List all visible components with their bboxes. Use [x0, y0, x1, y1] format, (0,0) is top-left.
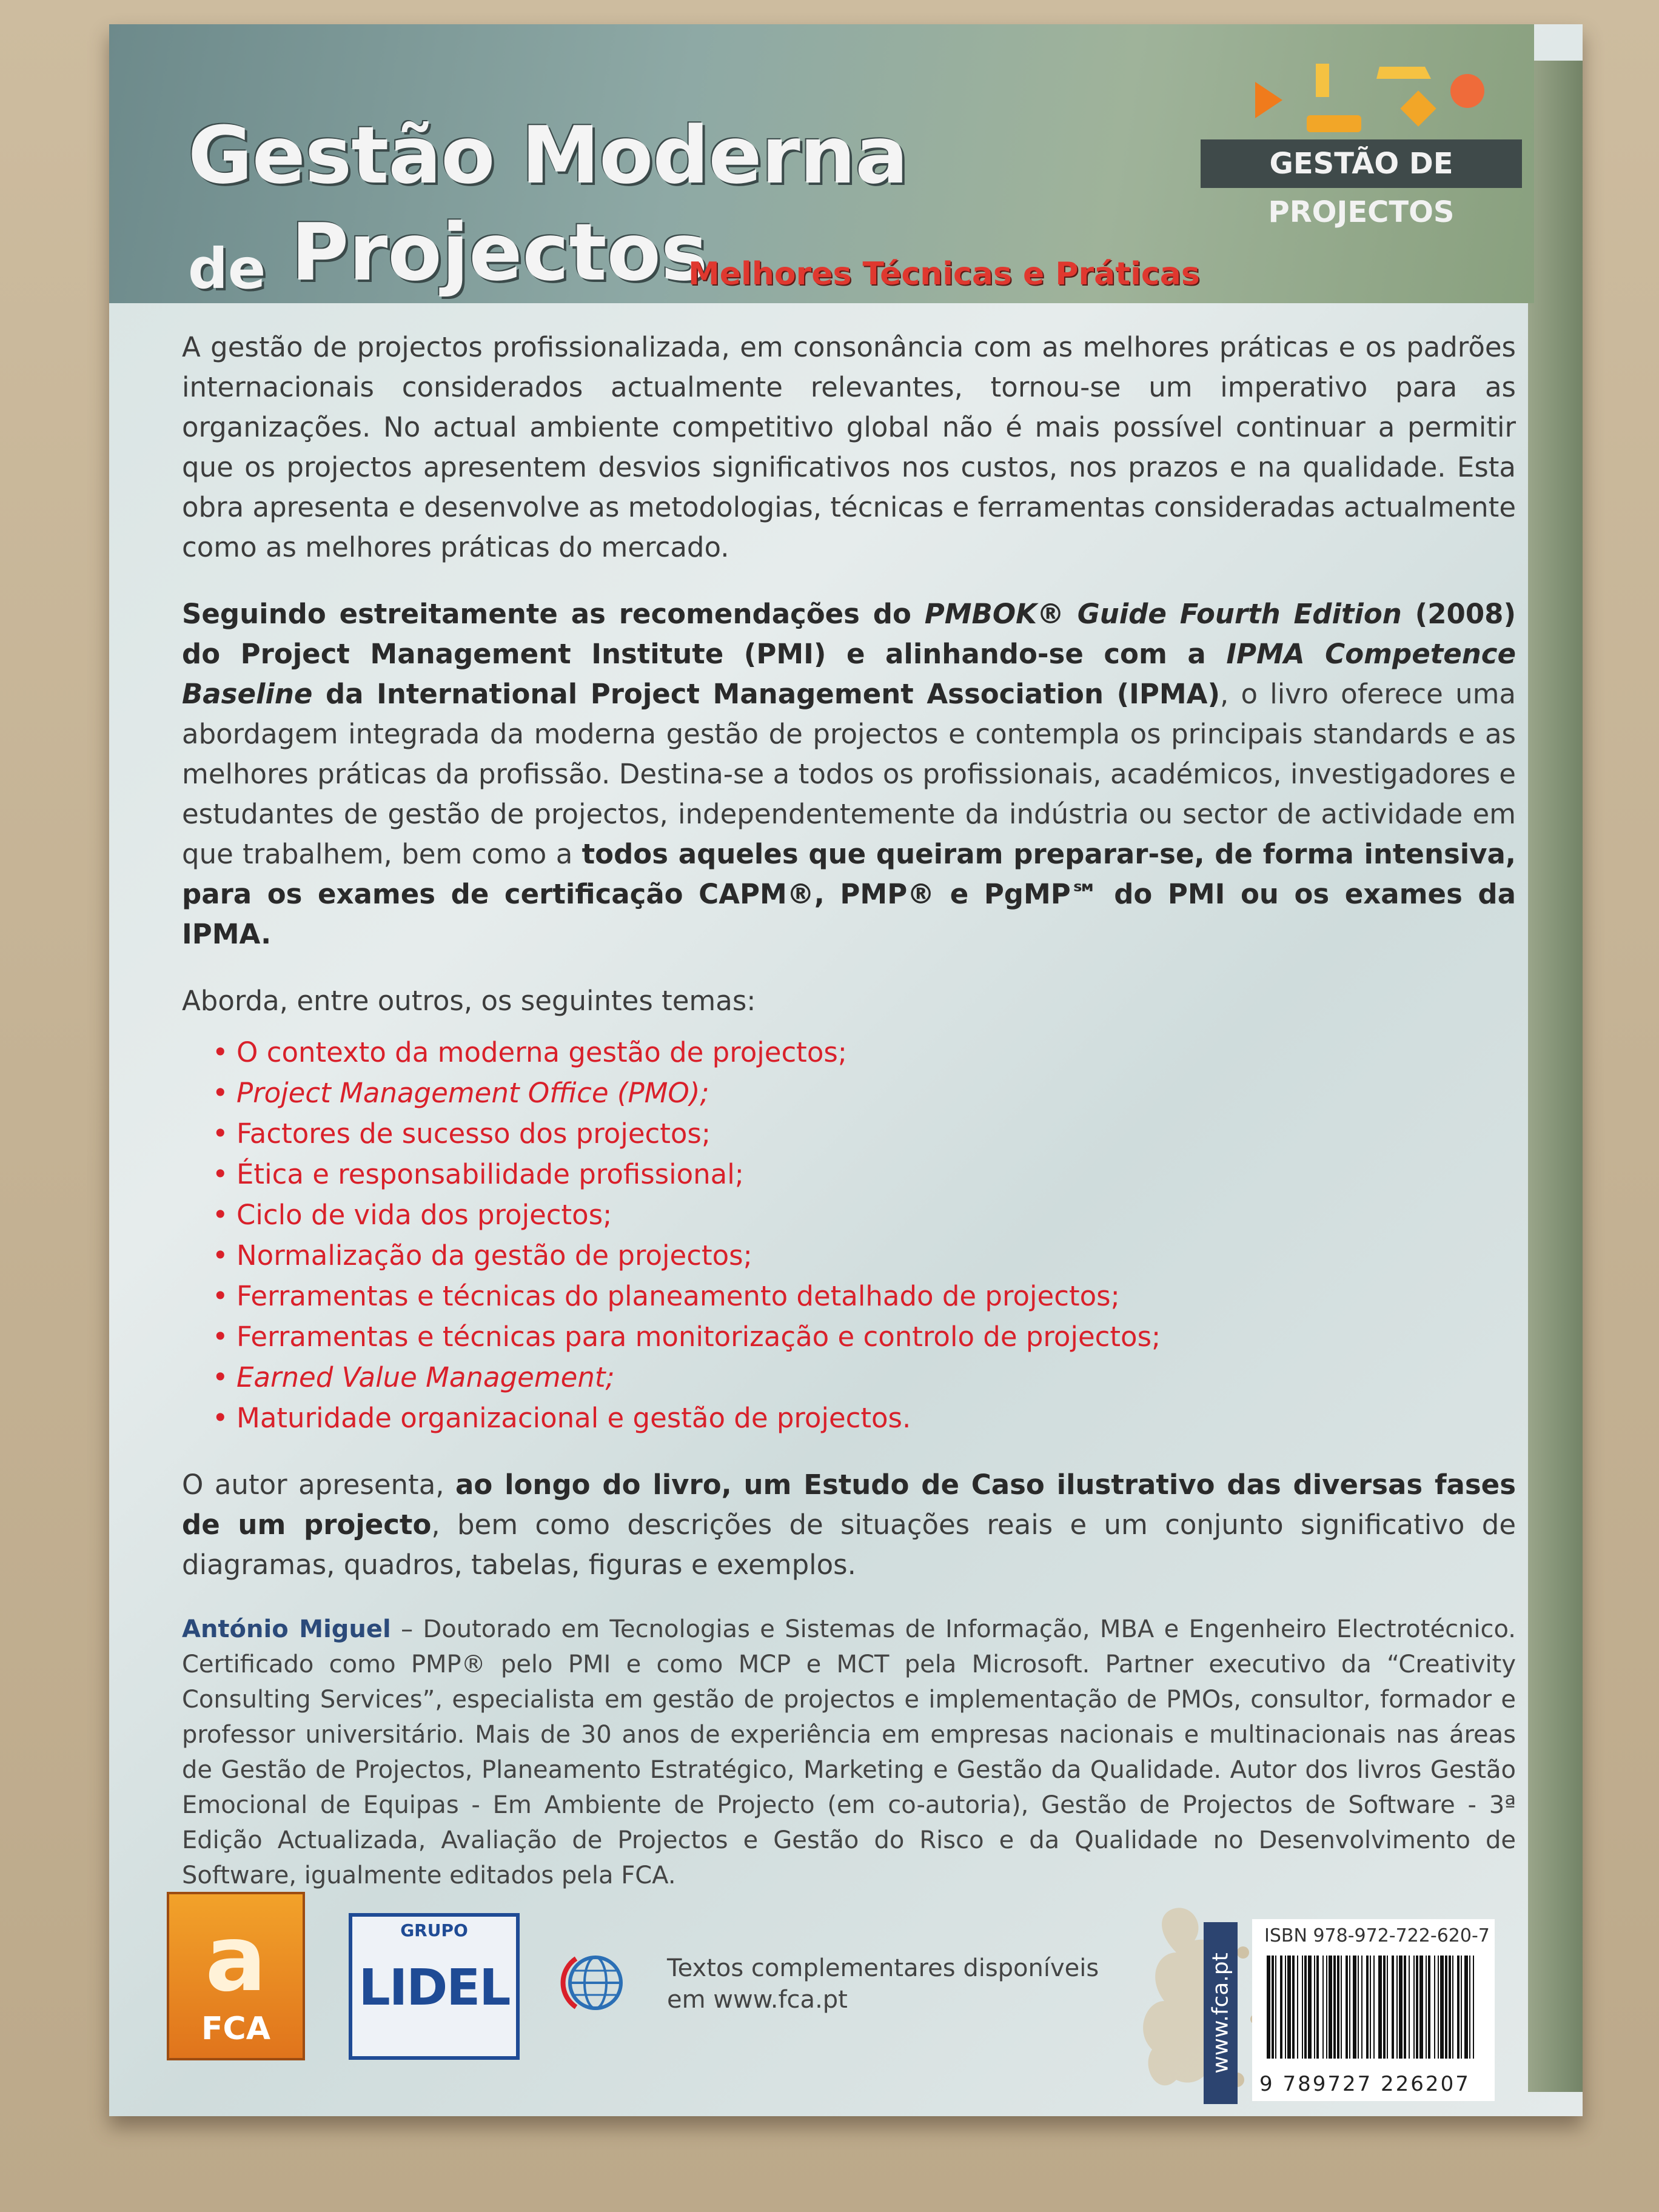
standards-paragraph: [182, 594, 1516, 954]
title-line-1: Gestão Moderna: [188, 109, 908, 201]
series-badge: GESTÃO DE PROJECTOS: [1201, 139, 1522, 188]
lidel-logo-top: GRUPO: [400, 1920, 468, 1940]
list-item: • Ferramentas e técnicas do planeamento detalhado de projectos;: [212, 1276, 1516, 1316]
book-back-cover: [109, 24, 1583, 2116]
topics-list: [212, 1032, 1516, 1438]
list-item: • Ética e responsabilidade profissional;: [212, 1154, 1516, 1195]
pmbok-title: PMBOK® Guide Fourth Edition: [924, 598, 1402, 630]
series-shapes-icon: [1249, 49, 1504, 139]
case-study-paragraph: [182, 1465, 1516, 1585]
web-complement-text: [667, 1952, 1099, 2016]
web-globe-icon: [558, 1949, 625, 2016]
book-spine-edge: [1528, 61, 1583, 2092]
list-item: • Normalização da gestão de projectos;: [212, 1235, 1516, 1276]
title-line-2: Projectos: [291, 206, 708, 298]
p2-bold-e: da International Project Management Association (IPMA): [312, 678, 1221, 710]
list-item: • Factores de sucesso dos projectos;: [212, 1113, 1516, 1154]
p2-bold-c: (2008) do Project Management Institute (PMI) e alinhando-se com a: [182, 598, 1517, 670]
subtitle: Melhores Técnicas e Práticas: [688, 256, 1200, 292]
p2-bold-g: todos aqueles que queiram preparar-se, de forma intensiva, para os exames de certificação CAPM®, PMP® e PgMP℠ do PMI ou os exames da IPMA.: [182, 838, 1516, 950]
p3-bold: ao longo do livro, um Estudo de Caso ilustrativo das diversas fases de um projecto: [182, 1469, 1516, 1541]
list-item: • Project Management Office (PMO);: [212, 1073, 1516, 1113]
intro-paragraph: A gestão de projectos profissionalizada, em consonância com as melhores práticas e os padrões internacionais considerados actualmente relevantes, tornou-se um imperativo para as organizações. No actual ambiente competitivo global não é mais possível continuar a permitir que os projectos apresentem desvios significativos nos custos, nos prazos e na qualidade. Esta obra apresenta e desenvolve as metodologias, técnicas e ferramentas consideradas actualmente como as melhores práticas do mercado.: [182, 331, 1516, 563]
web-text-line-2: em www.fca.pt: [667, 1986, 848, 2014]
title-line-2-prefix: de: [188, 236, 266, 301]
barcode-number: 9 789727 226207: [1259, 2072, 1470, 2096]
author-bio: [182, 1612, 1516, 1893]
barcode-icon: [1264, 1956, 1483, 2065]
author-name: António Miguel: [182, 1615, 391, 1643]
p3-plain-a: O autor apresenta,: [182, 1469, 456, 1501]
fca-logo-letter: a: [205, 1906, 267, 2012]
fca-logo: [167, 1892, 305, 2060]
web-text-line-1: Textos complementares disponíveis: [667, 1954, 1099, 1982]
fca-logo-label: FCA: [201, 2011, 270, 2047]
p2-plain: , o livro oferece uma abordagem integrada da moderna gestão de projectos e contempla os principais standards e as melhores práticas da profissão. Destina-se a todos os profissionais, académicos, investigadores e estudantes de gestão de projectos, independentemente da indústria ou sector de actividade em que trabalhem, bem como a: [182, 678, 1516, 870]
topics-intro: Aborda, entre outros, os seguintes temas:: [182, 985, 756, 1017]
author-bio-text: – Doutorado em Tecnologias e Sistemas de Informação, MBA e Engenheiro Electrotécnico. Certificado como PMP® pelo PMI e como MCP e MCT pela Microsoft. Partner executivo da “Creativity Consulting Services”, especialista em gestão de projectos e implementação de PMOs, consultor, formador e professor universitário. Mais de 30 anos de experiência em empresas nacionais e multinacionais nas áreas de Gestão de Projectos, Planeamento Estratégico, Marketing e Gestão da Qualidade. Autor dos livros Gestão Emocional de Equipas - Em Ambiente de Projecto (em co-autoria), Gestão de Projectos de Software - 3ª Edição Actualizada, Avaliação de Projectos e Gestão do Risco e da Qualidade no Desenvolvimento de Software, igualmente editados pela FCA.: [182, 1615, 1516, 1889]
p3-plain-c: , bem como descrições de situações reais e um conjunto significativo de diagramas, quadros, tabelas, figuras e exemplos.: [182, 1509, 1517, 1581]
list-item: • Ferramentas e técnicas para monitorização e controlo de projectos;: [212, 1316, 1516, 1357]
list-item: • Maturidade organizacional e gestão de projectos.: [212, 1398, 1516, 1438]
p2-bold-a: Seguindo estreitamente as recomendações do: [182, 598, 925, 630]
ipma-title: IPMA Competence Baseline: [182, 638, 1517, 710]
description-body: [182, 327, 1516, 1920]
lidel-logo: [349, 1913, 520, 2060]
vertical-url-strip: [1204, 1922, 1238, 2104]
list-item: • Earned Value Management;: [212, 1357, 1516, 1398]
list-item: • Ciclo de vida dos projectos;: [212, 1195, 1516, 1235]
vertical-url: www.fca.pt: [1208, 1952, 1233, 2074]
barcode-box: [1252, 1919, 1495, 2101]
list-item: • O contexto da moderna gestão de projectos;: [212, 1032, 1516, 1073]
cover-header: [109, 24, 1534, 303]
isbn-label: ISBN 978-972-722-620-7: [1264, 1925, 1490, 1946]
lidel-logo-main: LIDEL: [358, 1959, 510, 2017]
cover-footer: [109, 1886, 1583, 2116]
